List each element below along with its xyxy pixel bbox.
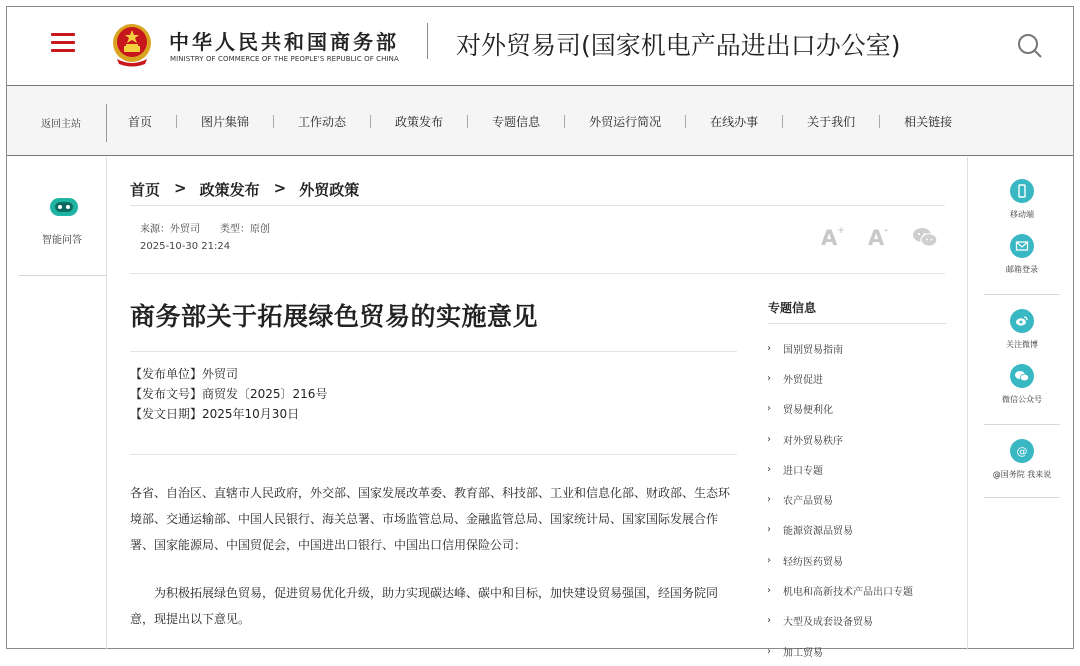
mail-icon (1010, 234, 1034, 258)
article-title: 商务部关于拓展绿色贸易的实施意见 (130, 302, 539, 331)
svg-text:@: @ (1016, 445, 1028, 458)
at-icon (1010, 439, 1034, 463)
breadcrumb (130, 179, 359, 200)
font-increase-button[interactable] (821, 226, 845, 250)
sidebar-divider (984, 294, 1060, 295)
search-icon[interactable] (1015, 31, 1045, 61)
topic-label: 外贸促进 (783, 374, 823, 386)
left-sidebar (7, 157, 107, 650)
article-paragraph: 为积极拓展绿色贸易，促进贸易优化升级，助力实现碳达峰、碳中和目标，加快建设贸易强国，经国务院同意，现提出以下意见。 (130, 586, 719, 626)
topic-label: 加工贸易 (783, 647, 823, 659)
chevron-right-icon: › (767, 372, 771, 384)
breadcrumb-home[interactable]: 首页 (130, 181, 161, 199)
breadcrumb-policy[interactable]: 政策发布 (199, 181, 260, 199)
breadcrumb-separator: > (174, 179, 187, 197)
nav-list (128, 113, 952, 130)
article-type: 类型：原创 (220, 224, 270, 235)
topic-label: 机电和高新技术产品出口专题 (783, 587, 913, 599)
nav-item-about[interactable]: 关于我们 (807, 115, 856, 129)
topic-label: 进口专题 (783, 465, 823, 477)
topic-item[interactable] (767, 454, 913, 484)
right-sidebar (967, 157, 1075, 650)
header-divider (427, 23, 428, 59)
font-increase-label: A (821, 226, 838, 250)
topics-title: 专题信息 (768, 301, 817, 315)
issue-date-line: 【发文日期】2025年10月30日 (130, 407, 300, 421)
nav-item-policy[interactable]: 政策发布 (395, 115, 444, 129)
chevron-right-icon: › (767, 433, 771, 445)
chevron-right-icon: › (767, 615, 771, 627)
ministry-name-cn: 中华人民共和国商务部 (169, 30, 399, 54)
national-emblem-icon (109, 21, 155, 69)
font-decrease-label: A (868, 226, 885, 250)
topic-label: 贸易便利化 (783, 405, 833, 417)
nav-item-work-news[interactable]: 工作动态 (298, 115, 347, 129)
divider (130, 273, 945, 274)
topic-item[interactable] (767, 333, 913, 363)
nav-item-home[interactable]: 首页 (128, 115, 153, 129)
topic-item[interactable] (767, 424, 913, 454)
breadcrumb-separator: > (273, 179, 287, 197)
nav-item-gallery[interactable]: 图片集锦 (201, 115, 250, 129)
chevron-right-icon: › (767, 342, 771, 354)
mobile-link[interactable] (968, 179, 1076, 220)
chevron-right-icon: › (767, 403, 771, 415)
topic-item[interactable] (767, 394, 913, 424)
article-meta (140, 220, 270, 235)
weibo-link[interactable] (968, 309, 1076, 350)
topic-label: 对外贸易秩序 (783, 435, 843, 447)
robot-assistant-icon[interactable] (47, 195, 81, 219)
mail-login-label: 邮箱登录 (1006, 265, 1038, 274)
mobile-icon (1010, 179, 1034, 203)
nav-item-topics[interactable]: 专题信息 (492, 115, 541, 129)
weibo-label: 关注微博 (1006, 340, 1038, 349)
topic-item[interactable] (767, 636, 913, 666)
topic-item[interactable] (767, 545, 913, 575)
topic-item[interactable] (767, 606, 913, 636)
plus-sign: + (837, 226, 845, 236)
topic-item[interactable] (767, 484, 913, 514)
nav-divider (106, 104, 107, 142)
article-datetime: 2025-10-30 21:24 (140, 241, 231, 252)
topic-label: 轻纺医药贸易 (783, 556, 843, 568)
minus-sign: - (884, 226, 889, 236)
state-council-feedback-link[interactable] (968, 439, 1076, 480)
chevron-right-icon: › (767, 645, 771, 657)
sidebar-divider (19, 275, 107, 276)
wechat-share-icon[interactable] (912, 226, 938, 248)
breadcrumb-trade-policy[interactable]: 外贸政策 (299, 181, 360, 199)
topic-label: 大型及成套设备贸易 (783, 617, 873, 629)
topic-label: 农产品贸易 (783, 496, 833, 508)
department-title: 对外贸易司(国家机电产品进出口办公室) (456, 31, 901, 60)
topic-label: 国别贸易指南 (783, 344, 843, 356)
font-decrease-button[interactable] (868, 226, 888, 250)
wechat-account-label: 微信公众号 (1002, 395, 1042, 404)
state-council-feedback-label: @国务院 我来说 (992, 470, 1052, 479)
mobile-label: 移动端 (1010, 210, 1034, 219)
topic-item[interactable] (767, 363, 913, 393)
chevron-right-icon: › (767, 524, 771, 536)
divider (130, 205, 945, 206)
sidebar-divider (984, 497, 1060, 498)
chevron-right-icon: › (767, 585, 771, 597)
chevron-right-icon: › (767, 463, 771, 475)
site-header (7, 7, 1073, 86)
back-to-main-site-link[interactable]: 返回主站 (41, 119, 81, 130)
wechat-account-link[interactable] (968, 364, 1076, 405)
divider (130, 351, 737, 352)
topic-item[interactable] (767, 515, 913, 545)
smart-qa-label[interactable]: 智能问答 (42, 235, 82, 246)
topic-label: 能源资源品贸易 (783, 526, 853, 538)
wechat-icon (1010, 364, 1034, 388)
nav-item-online-services[interactable]: 在线办事 (710, 115, 759, 129)
topics-list (767, 333, 913, 666)
article-paragraph: 各省、自治区、直辖市人民政府，外交部、国家发展改革委、教育部、科技部、工业和信息化部、财政部、生态环境部、交通运输部、中国人民银行、海关总署、市场监管总局、金融监管总局、国家统计局、国家国际发展合作署、国家能源局、中国贸促会，中国进出口银行、中国出口信用保险公司： (130, 486, 731, 552)
topic-item[interactable] (767, 575, 913, 605)
sidebar-divider (984, 424, 1060, 425)
issuer-line: 【发布单位】外贸司 (130, 367, 239, 381)
divider (130, 454, 737, 455)
doc-number-line: 【发布文号】商贸发〔2025〕216号 (130, 387, 328, 401)
chevron-right-icon: › (767, 494, 771, 506)
weibo-icon (1010, 309, 1034, 333)
divider (768, 323, 946, 324)
ministry-name-en: MINISTRY OF COMMERCE OF THE PEOPLE'S REPUBLIC OF CHINA (170, 55, 399, 63)
article-info (130, 364, 327, 424)
nav-item-related-links[interactable]: 相关链接 (904, 115, 953, 129)
main-nav (7, 86, 1073, 156)
mail-login-link[interactable] (968, 234, 1076, 275)
hamburger-menu-icon[interactable] (51, 33, 75, 55)
chevron-right-icon: › (767, 554, 771, 566)
nav-item-trade-overview[interactable]: 外贸运行简况 (589, 115, 662, 129)
article-source: 来源：外贸司 (140, 224, 200, 235)
page-frame (6, 6, 1074, 659)
